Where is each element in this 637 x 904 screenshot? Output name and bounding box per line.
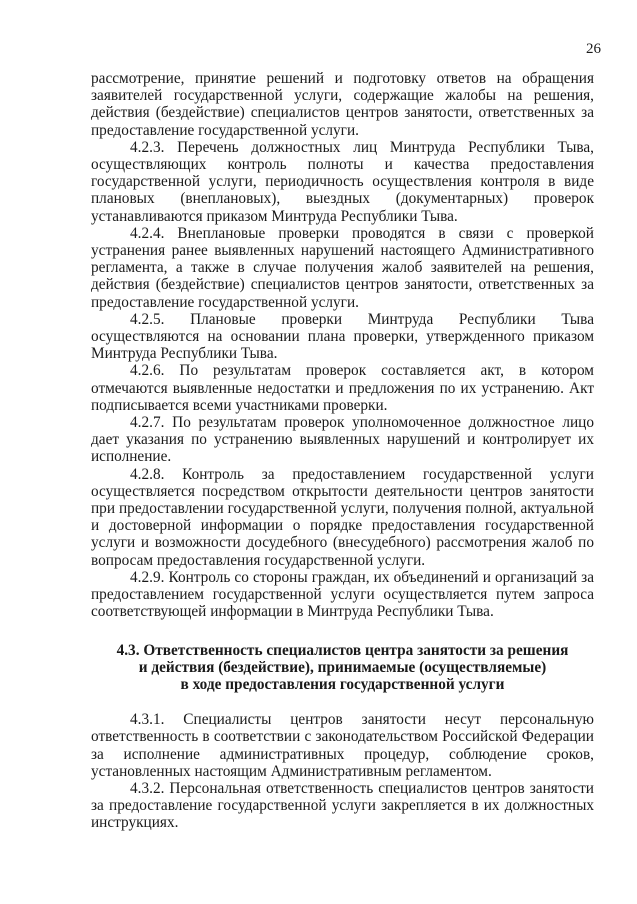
- section-heading-line: в ходе предоставления государственной услуги: [180, 675, 505, 693]
- paragraph-4-2-9: 4.2.9. Контроль со стороны граждан, их объединений и организаций за предоставлением государственной услуги осуществляется путем запроса соответствующей информации в Минтруда Республики Тыва.: [91, 568, 594, 621]
- paragraph-4-2-6: 4.2.6. По результатам проверок составляется акт, в котором отмечаются выявленные недостатки и предложения по их устранению. Акт подписывается всеми участниками проверки.: [91, 362, 594, 414]
- document-body: [91, 70, 594, 832]
- section-heading-line: и действия (бездействие), принимаемые (осуществляемые): [138, 658, 547, 676]
- paragraph-4-2-7: 4.2.7. По результатам проверок уполномоченное должностное лицо дает указания по устранению выявленных нарушений и контролирует их исполнение.: [91, 414, 594, 466]
- paragraph-4-3-1: 4.3.1. Специалисты центров занятости несут персональную ответственность в соответствии с законодательством Российской Федерации за исполнение административных процедур, соблюдение сроков, установленных настоящим Административным регламентом.: [91, 711, 594, 780]
- paragraph-continuation: рассмотрение, принятие решений и подготовку ответов на обращения заявителей государственной услуги, содержащие жалобы на решения, действия (бездействие) специалистов центров занятости, ответственных за предоставление государственной услуги.: [91, 70, 594, 139]
- paragraph-4-3-2: 4.3.2. Персональная ответственность специалистов центров занятости за предоставление государственной услуги закрепляется в их должностных инструкциях.: [91, 779, 594, 832]
- section-heading-line: 4.3. Ответственность специалистов центра занятости за решения: [116, 641, 569, 659]
- paragraph-4-2-5: 4.2.5. Плановые проверки Минтруда Республики Тыва осуществляются на основании плана проверки, утвержденного приказом Минтруда Республики Тыва.: [91, 310, 594, 363]
- paragraph-4-2-8: 4.2.8. Контроль за предоставлением государственной услуги осуществляется посредством открытости деятельности центров занятости при предоставлении государственной услуги, получения полной, актуальной и достоверной информации о порядке предоставления государственной услуги и возможности досудебного (внесудебного) рассмотрения жалоб по вопросам предоставления государственной услуги.: [91, 465, 594, 569]
- page-number: 26: [586, 41, 601, 57]
- section-heading-4-3: [91, 642, 594, 694]
- paragraph-4-2-3: 4.2.3. Перечень должностных лиц Минтруда Республики Тыва, осуществляющих контроль полноты и качества предоставления государственной услуги, периодичность осуществления контроля в виде плановых (внеплановых), выездных (документарных) проверок устанавливаются приказом Минтруда Республики Тыва.: [91, 138, 594, 225]
- paragraph-4-2-4: 4.2.4. Внеплановые проверки проводятся в связи с проверкой устранения ранее выявленных нарушений настоящего Административного регламента, а также в случае получения жалоб заявителей на решения, действия (бездействие) специалистов центров занятости, ответственных за предоставление государственной услуги.: [91, 224, 594, 311]
